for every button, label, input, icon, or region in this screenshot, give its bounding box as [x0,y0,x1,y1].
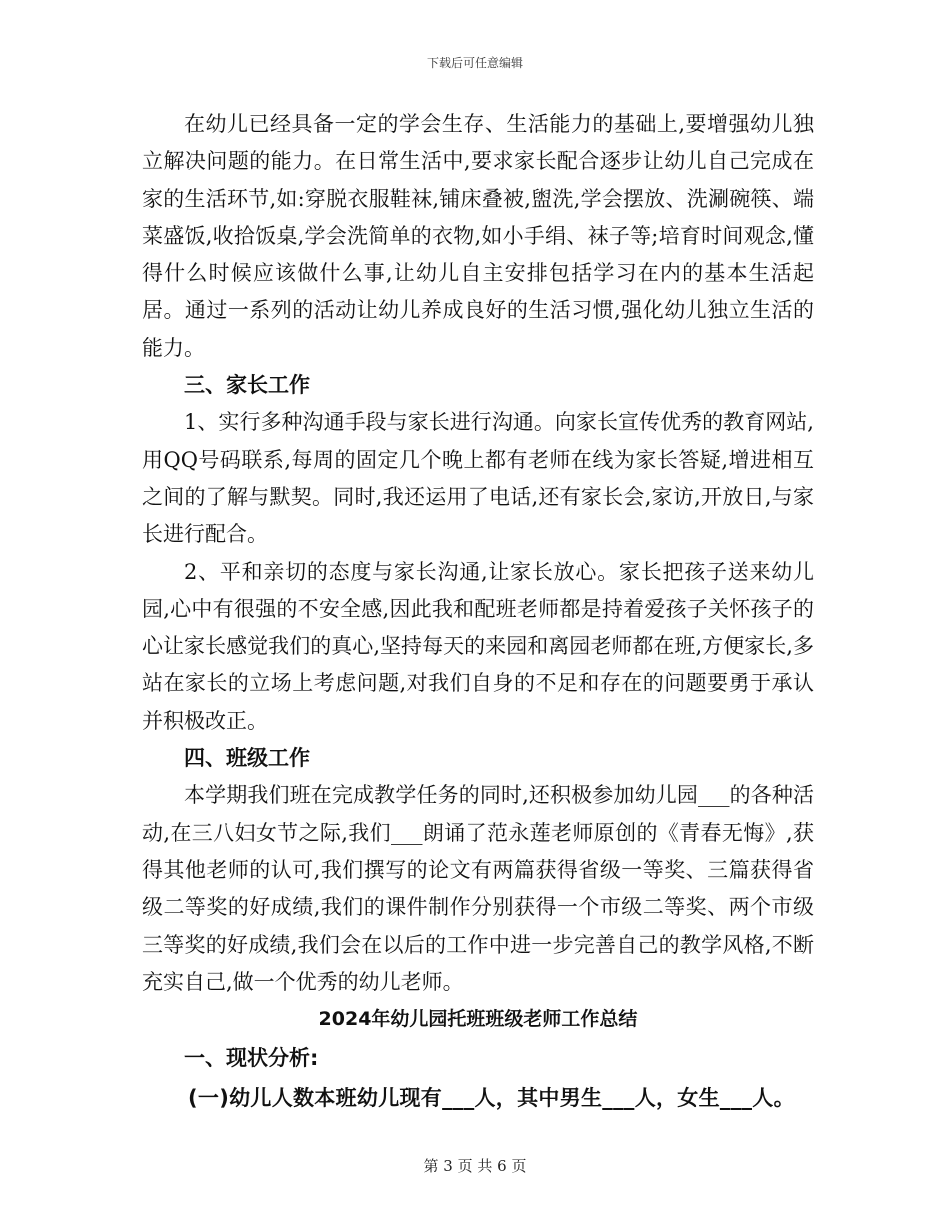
document-body [142,106,814,1118]
section-heading-parent-work: 三、家长工作 [184,373,310,398]
paragraph-attitude: 2、平和亲切的态度与家长沟通,让家长放心。家长把孩子送来幼儿园,心中有很强的不安全感,因此我和配班老师都是持着爱孩子关怀孩子的心让家长感觉我们的真心,坚持每天的来园和离园老师都在班,方便家长,多站在家长的立场上考虑问题,对我们自身的不足和存在的问题要勇于承认并积极改正。 [142,559,814,733]
section-heading-class-work: 四、班级工作 [184,746,310,771]
paragraph-class-achievements: 本学期我们班在完成教学任务的同时,还积极参加幼儿园___的各种活动,在三八妇女节之际,我们___朗诵了范永莲老师原创的《青春无悔》,获得其他老师的认可,我们撰写的论文有两篇获得省级一等奖、三篇获得省级二等奖的好成绩,我们的课件制作分别获得一个市级二等奖、两个市级三等奖的好成绩,我们会在以后的工作中进一步完善自己的教学风格,不断充实自己,做一个优秀的幼儿老师。 [142,783,814,994]
child-count-line: (一)幼儿人数本班幼儿现有___人，其中男生___人，女生___人。 [188,1086,795,1111]
section-heading-status-analysis: 一、现状分析: [184,1046,319,1071]
paragraph-life-skills: 在幼儿已经具备一定的学会生存、生活能力的基础上,要增强幼儿独立解决问题的能力。在日常生活中,要求家长配合逐步让幼儿自己完成在家的生活环节,如:穿脱衣服鞋袜,铺床叠被,盥洗,学会摆放、洗涮碗筷、端菜盛饭,收拾饭桌,学会洗简单的衣物,如小手绢、袜子等;培育时间观念,懂得什么时候应该做什么事,让幼儿自主安排包括学习在内的基本生活起居。通过一系列的活动让幼儿养成良好的生活习惯,强化幼儿独立生活的能力。 [142,112,814,360]
download-edit-note: 下载后可任意编辑 [426,56,523,70]
paragraph-communication: 1、实行多种沟通手段与家长进行沟通。向家长宣传优秀的教育网站,用QQ号码联系,每周的固定几个晚上都有老师在线为家长答疑,增进相互之间的了解与默契。同时,我还运用了电话,还有家长会,家访,开放日,与家长进行配合。 [142,410,814,547]
page-number: 第 3 页 共 6 页 [423,1157,527,1175]
document-title: 2024年幼儿园托班班级老师工作总结 [318,1008,638,1031]
